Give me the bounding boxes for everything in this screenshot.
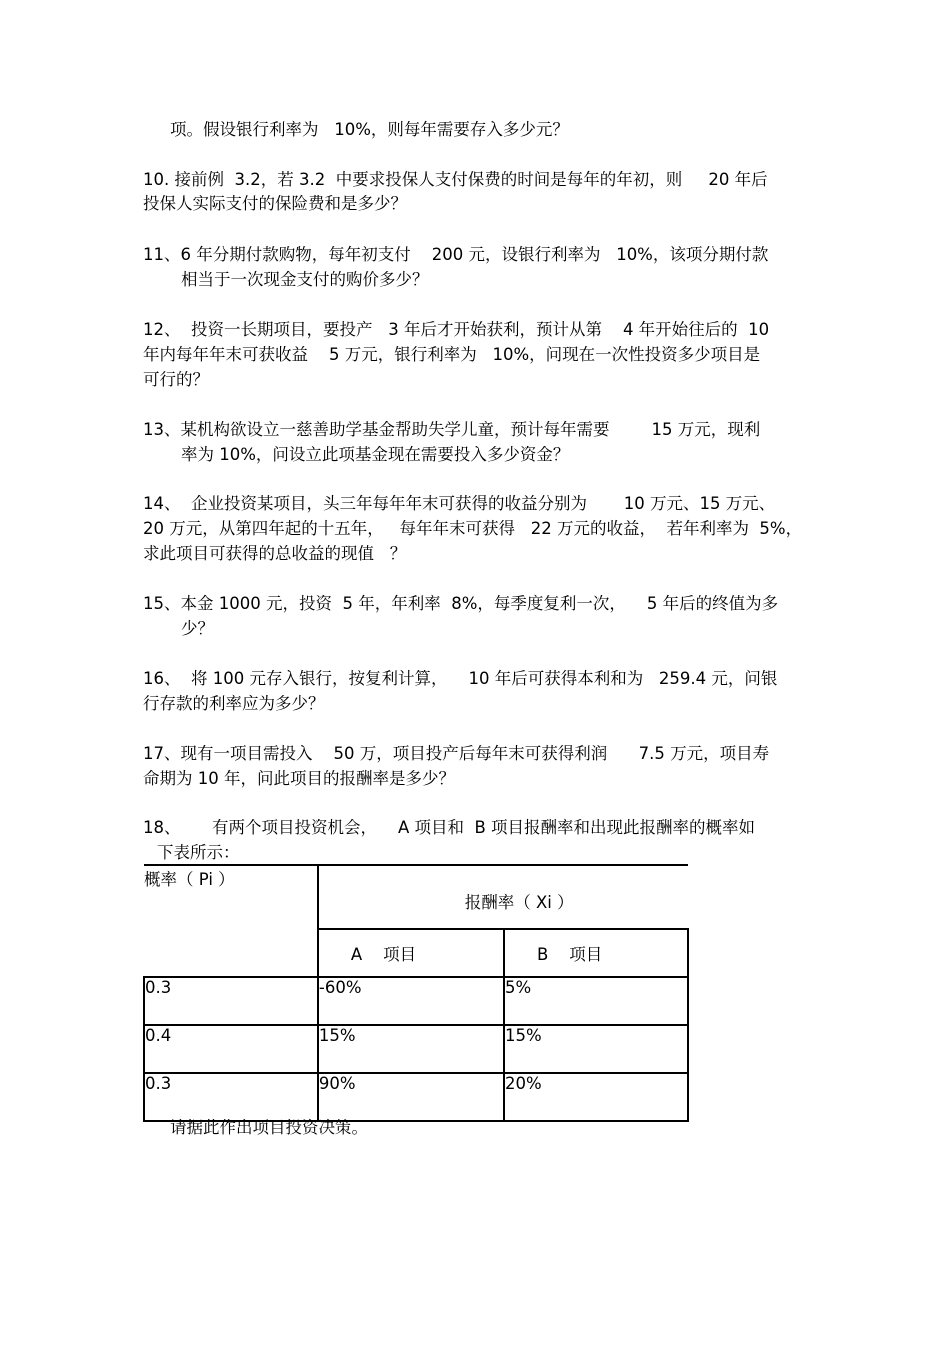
cell-prob: 0.4 bbox=[144, 1025, 318, 1073]
text-line: 少？ bbox=[181, 619, 214, 638]
text-line: 20 万元，从第四年起的十五年， 每年年末可获得 22 万元的收益， 若年利率为 5%， bbox=[143, 519, 803, 538]
text-line: 可行的？ bbox=[143, 370, 209, 389]
subheader-b: B 项目 bbox=[504, 929, 688, 977]
cell-a: 15% bbox=[318, 1025, 504, 1073]
footer-text: 请据此作出项目投资决策。 bbox=[170, 1118, 368, 1137]
text-line: 16、 将 100 元存入银行，按复利计算， 10 年后可获得本利和为 259.4 元，问银 bbox=[143, 669, 778, 688]
subheader-a: A 项目 bbox=[318, 929, 504, 977]
cell-a: 90% bbox=[318, 1073, 504, 1121]
table-row bbox=[144, 1025, 688, 1073]
text-line: 12、 投资一长期项目，要投产 3 年后才开始获利，预计从第 4 年开始往后的 10 bbox=[143, 320, 770, 339]
cell-b: 20% bbox=[504, 1073, 688, 1121]
text-line: 年内每年年末可获收益 5 万元，银行利率为 10%，问现在一次性投资多少项目是 bbox=[143, 345, 761, 364]
text-line: 13、某机构欲设立一慈善助学基金帮助失学儿童，预计每年需要 15 万元，现利 bbox=[143, 420, 761, 439]
text-line: 率为 10%，问设立此项基金现在需要投入多少资金？ bbox=[181, 445, 570, 464]
cell-b: 15% bbox=[504, 1025, 688, 1073]
text-line: 行存款的利率应为多少？ bbox=[143, 694, 325, 713]
table-row bbox=[144, 977, 688, 1025]
text-line: 11、6 年分期付款购物，每年初支付 200 元，设银行利率为 10%，该项分期付款 bbox=[143, 245, 769, 264]
text-line: 求此项目可获得的总收益的现值 ？ bbox=[143, 544, 407, 563]
text-line: 投保人实际支付的保险费和是多少？ bbox=[143, 194, 407, 213]
cell-prob: 0.3 bbox=[144, 1073, 318, 1121]
cell-prob: 0.3 bbox=[144, 977, 318, 1025]
text-line: 18、 有两个项目投资机会， A 项目和 B 项目报酬率和出现此报酬率的概率如 bbox=[143, 818, 756, 837]
text-line: 17、现有一项目需投入 50 万，项目投产后每年末可获得利润 7.5 万元，项目寿 bbox=[143, 744, 770, 763]
text-line: 项。假设银行利率为 10%，则每年需要存入多少元？ bbox=[170, 120, 569, 139]
header-return: 报酬率（ Xi ） bbox=[318, 865, 688, 929]
probability-return-table bbox=[143, 864, 689, 1122]
text-line: 下表所示： bbox=[157, 843, 240, 862]
text-line: 14、 企业投资某项目，头三年每年年末可获得的收益分别为 10 万元、15 万元、 bbox=[143, 494, 776, 513]
table-header-row bbox=[144, 865, 688, 929]
text-line: 10. 接前例 3.2，若 3.2 中要求投保人支付保费的时间是每年的年初，则 20 年后 bbox=[143, 170, 768, 189]
cell-b: 5% bbox=[504, 977, 688, 1025]
header-prob: 概率（ Pi ） bbox=[144, 865, 318, 977]
text-line: 相当于一次现金支付的购价多少？ bbox=[181, 270, 429, 289]
text-line: 命期为 10 年，问此项目的报酬率是多少？ bbox=[143, 769, 455, 788]
table-row bbox=[144, 1073, 688, 1121]
cell-a: -60% bbox=[318, 977, 504, 1025]
text-line: 15、本金 1000 元，投资 5 年，年利率 8%，每季度复利一次， 5 年后的终值为多 bbox=[143, 594, 779, 613]
